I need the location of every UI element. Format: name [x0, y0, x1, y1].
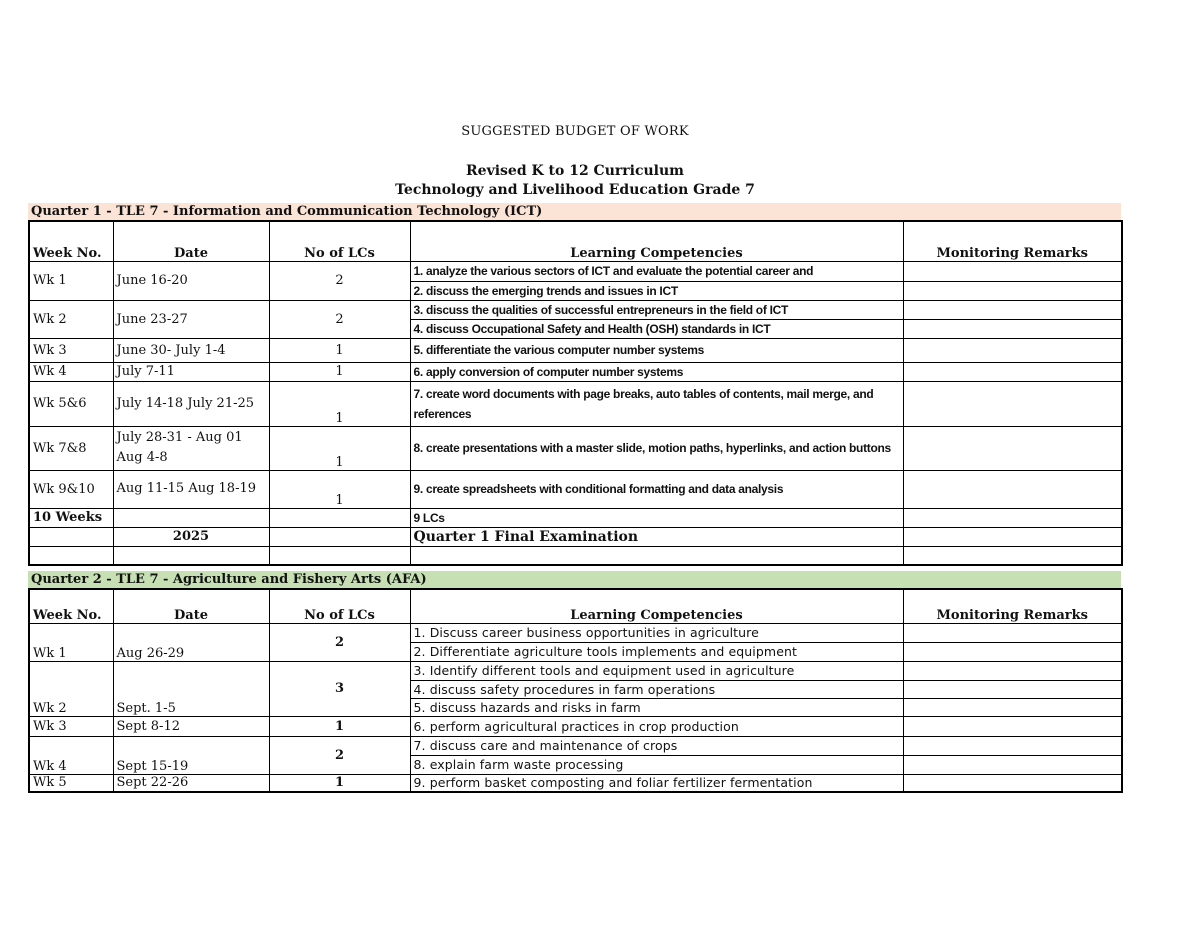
- remarks-cell[interactable]: [903, 680, 1122, 698]
- week-cell: Wk 1: [29, 261, 113, 300]
- exam-label: Quarter 1 Final Examination: [410, 527, 903, 546]
- quarter-2-table: [28, 588, 1123, 793]
- empty-cell: [113, 508, 269, 527]
- week-cell: Wk 4: [29, 736, 113, 774]
- empty-cell: [410, 546, 903, 565]
- date-cell: July 28-31 - Aug 01 Aug 4-8: [113, 426, 269, 470]
- remarks-cell[interactable]: [903, 774, 1122, 792]
- date-cell: Sept 15-19: [113, 736, 269, 774]
- lcs-cell: 2: [269, 736, 410, 774]
- header-remarks: Monitoring Remarks: [903, 221, 1122, 261]
- remarks-cell[interactable]: [903, 319, 1122, 338]
- table-row: [29, 300, 1122, 319]
- competency-cell: 9. create spreadsheets with conditional formatting and data analysis: [410, 470, 903, 508]
- week-cell: Wk 4: [29, 362, 113, 381]
- week-cell: Wk 5: [29, 774, 113, 792]
- blank-row: [29, 546, 1122, 565]
- competency-cell: 9. perform basket composting and foliar fertilizer fermentation: [410, 774, 903, 792]
- competency-cell: 3. discuss the qualities of successful entrepreneurs in the field of ICT: [410, 300, 903, 319]
- competency-cell: 5. differentiate the various computer number systems: [410, 338, 903, 362]
- header-date: Date: [113, 589, 269, 623]
- table-header-row: [29, 589, 1122, 623]
- document-title: SUGGESTED BUDGET OF WORK: [461, 124, 689, 139]
- header-remarks: Monitoring Remarks: [903, 589, 1122, 623]
- lcs-cell: 1: [269, 381, 410, 426]
- date-cell: June 16-20: [113, 261, 269, 300]
- table-row: [29, 716, 1122, 736]
- competency-cell: 1. analyze the various sectors of ICT and evaluate the potential career and: [410, 261, 903, 281]
- remarks-cell[interactable]: [903, 300, 1122, 319]
- lcs-cell: 2: [269, 261, 410, 300]
- curriculum-subtitle: Revised K to 12 Curriculum: [466, 163, 684, 179]
- competency-cell: 7. discuss care and maintenance of crops: [410, 736, 903, 755]
- remarks-cell[interactable]: [903, 698, 1122, 716]
- week-cell: Wk 7&8: [29, 426, 113, 470]
- header-competencies: Learning Competencies: [410, 221, 903, 261]
- exam-year: 2025: [113, 527, 269, 546]
- table-row: [29, 661, 1122, 680]
- header-date: Date: [113, 221, 269, 261]
- date-cell: Sept 22-26: [113, 774, 269, 792]
- quarter-1-heading: Quarter 1 - TLE 7 - Information and Communication Technology (ICT): [28, 203, 1121, 220]
- date-cell: Sept 8-12: [113, 716, 269, 736]
- remarks-cell[interactable]: [903, 362, 1122, 381]
- week-cell: Wk 2: [29, 661, 113, 716]
- totals-row: [29, 508, 1122, 527]
- competency-cell: 6. apply conversion of computer number systems: [410, 362, 903, 381]
- quarter-2-heading: Quarter 2 - TLE 7 - Agriculture and Fishery Arts (AFA): [28, 571, 1121, 588]
- remarks-cell[interactable]: [903, 281, 1122, 300]
- table-row: [29, 338, 1122, 362]
- lcs-cell: 2: [269, 300, 410, 338]
- remarks-cell[interactable]: [903, 261, 1122, 281]
- week-cell: Wk 3: [29, 338, 113, 362]
- header-lcs: No of LCs: [269, 589, 410, 623]
- lcs-cell: 2: [269, 623, 410, 661]
- table-row: [29, 426, 1122, 470]
- table-header-row: [29, 221, 1122, 261]
- competency-cell: 7. create word documents with page breaks, auto tables of contents, mail merge, and references: [410, 381, 903, 426]
- remarks-cell[interactable]: [903, 716, 1122, 736]
- competency-cell: 2. discuss the emerging trends and issues in ICT: [410, 281, 903, 300]
- table-row: [29, 261, 1122, 281]
- table-row: [29, 381, 1122, 426]
- week-cell: Wk 1: [29, 623, 113, 661]
- competency-cell: 8. explain farm waste processing: [410, 755, 903, 774]
- table-row: [29, 362, 1122, 381]
- date-cell: July 14-18 July 21-25: [113, 381, 269, 426]
- week-cell: Wk 2: [29, 300, 113, 338]
- remarks-cell[interactable]: [903, 623, 1122, 642]
- remarks-cell[interactable]: [903, 426, 1122, 470]
- empty-cell: [269, 508, 410, 527]
- date-cell: Aug 11-15 Aug 18-19: [113, 470, 269, 508]
- empty-cell: [269, 546, 410, 565]
- lcs-cell: 1: [269, 470, 410, 508]
- header-week: Week No.: [29, 589, 113, 623]
- table-row: [29, 774, 1122, 792]
- lcs-cell: 1: [269, 426, 410, 470]
- competency-cell: 5. discuss hazards and risks in farm: [410, 698, 903, 716]
- remarks-cell[interactable]: [903, 508, 1122, 527]
- lcs-cell: 3: [269, 661, 410, 716]
- table-row: [29, 470, 1122, 508]
- total-weeks: 10 Weeks: [29, 508, 113, 527]
- header-week: Week No.: [29, 221, 113, 261]
- remarks-cell[interactable]: [903, 381, 1122, 426]
- empty-cell: [29, 546, 113, 565]
- competency-cell: 2. Differentiate agriculture tools implements and equipment: [410, 642, 903, 661]
- empty-cell: [269, 527, 410, 546]
- competency-cell: 4. discuss safety procedures in farm operations: [410, 680, 903, 698]
- remarks-cell[interactable]: [903, 736, 1122, 755]
- lcs-cell: 1: [269, 716, 410, 736]
- header-lcs: No of LCs: [269, 221, 410, 261]
- lcs-cell: 1: [269, 362, 410, 381]
- header-competencies: Learning Competencies: [410, 589, 903, 623]
- remarks-cell[interactable]: [903, 755, 1122, 774]
- remarks-cell[interactable]: [903, 527, 1122, 546]
- subject-subtitle: Technology and Livelihood Education Grade 7: [395, 182, 755, 198]
- competency-cell: 1. Discuss career business opportunities in agriculture: [410, 623, 903, 642]
- competency-cell: 4. discuss Occupational Safety and Health (OSH) standards in ICT: [410, 319, 903, 338]
- week-cell: Wk 3: [29, 716, 113, 736]
- quarter-1-table: [28, 220, 1123, 566]
- lcs-cell: 1: [269, 774, 410, 792]
- date-cell: June 23-27: [113, 300, 269, 338]
- date-cell: June 30- July 1-4: [113, 338, 269, 362]
- date-cell: July 7-11: [113, 362, 269, 381]
- remarks-cell[interactable]: [903, 338, 1122, 362]
- empty-cell: [29, 527, 113, 546]
- competency-cell: 6. perform agricultural practices in crop production: [410, 716, 903, 736]
- lcs-cell: 1: [269, 338, 410, 362]
- empty-cell: [113, 546, 269, 565]
- week-cell: Wk 5&6: [29, 381, 113, 426]
- competency-cell: 3. Identify different tools and equipment used in agriculture: [410, 661, 903, 680]
- exam-row: [29, 527, 1122, 546]
- remarks-cell[interactable]: [903, 546, 1122, 565]
- competency-cell: 8. create presentations with a master slide, motion paths, hyperlinks, and action buttons: [410, 426, 903, 470]
- table-row: [29, 736, 1122, 755]
- date-cell: Sept. 1-5: [113, 661, 269, 716]
- date-cell: Aug 26-29: [113, 623, 269, 661]
- remarks-cell[interactable]: [903, 642, 1122, 661]
- remarks-cell[interactable]: [903, 661, 1122, 680]
- week-cell: Wk 9&10: [29, 470, 113, 508]
- table-row: [29, 623, 1122, 642]
- remarks-cell[interactable]: [903, 470, 1122, 508]
- total-lcs: 9 LCs: [410, 508, 903, 527]
